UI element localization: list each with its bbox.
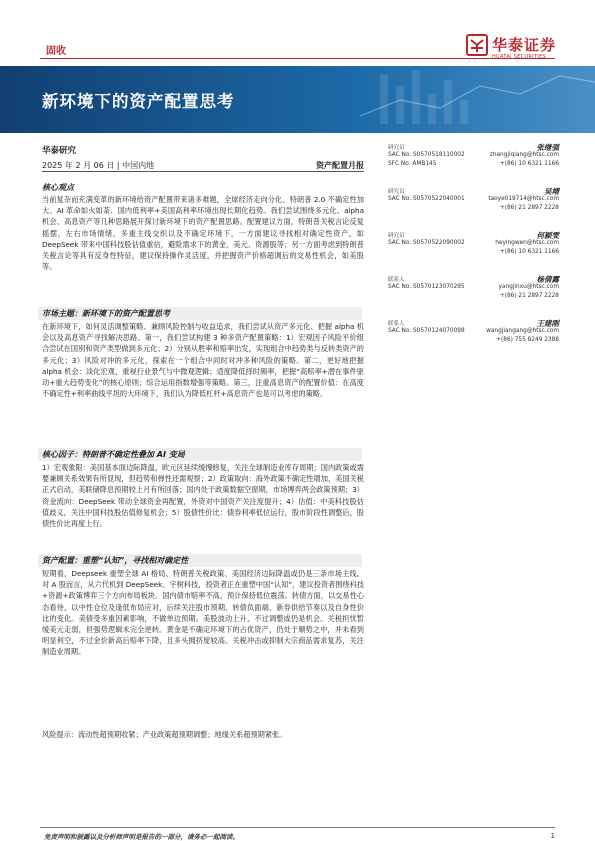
analyst-phone: +(86) 755 8249 2388 bbox=[496, 337, 559, 343]
analyst-sac-number: SAC No. S0570123070295 bbox=[388, 284, 465, 290]
section-body-core-factors: 1）宏观象限：美国基本面边际降温，欧元区延续缓慢修复，关注全球制造业库存周期；国内政策或需要兼顾关系效果有所显现，但趋势和弹性还需观察；2）政策取向：海外政策不确定性增加，美国关税正式启动，美联储降息预期较上月有所回落；国内处于政策数据空窗期，市场博弈两会政策预期；3）资金流向：DeepSeek 带动全球资金再配置，外资对中国资产关注度提升；4）估值：中美科技股估值歧义，关注中国科技股估值修复机会；5）股债性价比：债券利率低位运行，股市阶段性调整后，股债性价比再度上行。 bbox=[42, 463, 364, 529]
report-region: 中国内地 bbox=[122, 161, 155, 170]
report-meta-row bbox=[42, 158, 364, 172]
analyst-card bbox=[388, 231, 559, 275]
report-date: 2025 年 2 月 06 日 bbox=[42, 161, 115, 170]
analyst-name: 杨倩露 bbox=[536, 275, 559, 284]
analyst-sac-number: SAC No. S0570124070098 bbox=[388, 328, 465, 334]
analyst-card bbox=[388, 143, 559, 187]
analyst-role: 研究员 bbox=[388, 189, 405, 195]
analyst-email[interactable]: yangjinxu@htsc.com bbox=[498, 284, 559, 290]
page-number: 1 bbox=[550, 832, 555, 840]
title-banner bbox=[0, 66, 595, 133]
analyst-role: 研究员 bbox=[388, 233, 405, 239]
section-title-core-views: 核心观点 bbox=[42, 183, 74, 192]
header-divider bbox=[40, 58, 555, 59]
report-category: 固收 bbox=[46, 46, 66, 57]
footer-divider bbox=[40, 827, 555, 828]
analyst-card bbox=[388, 319, 559, 363]
analyst-panel bbox=[388, 143, 559, 363]
huatai-logo-icon bbox=[466, 34, 488, 56]
section-body-market-theme: 在新环境下，如何灵活调整策略、兼顾风险控制与收益追求，我们尝试从资产多元化、把握 alpha 机会以及高息资产寻找解决思路。第一，我们尝试构建 3 种多资产配置策略：1）宏观因子风险平价组合尝试在国别和资产类型做到多元化；2）分别从胜率和赔率出发，实现组合中趋势类与反转类资产的多元化；3）风险对冲的多元化，探索在一个组合中同时对冲多种风险的策略。第二，更好地把握 alpha 机会：淡化宏观，重视行业景气与中微观逻辑；适度降低择时频率，把握“高赔率+潜在事件驱动+重大趋势变化”的核心原则；综合运用指数增强等策略。第三，注重高息资产的配置价值：在高度不确定性+利率曲线平坦的大环境下，我们认为降低杠杆+高息资产也是可以考虑的策略。 bbox=[42, 322, 364, 399]
report-type: 资产配置月报 bbox=[316, 161, 364, 170]
analyst-sac-number: SAC No. S0570522090002 bbox=[388, 240, 465, 246]
analyst-role: 研究员 bbox=[388, 145, 405, 151]
analyst-name: 吴靖 bbox=[544, 187, 559, 196]
analyst-name: 王建刚 bbox=[536, 319, 559, 328]
analyst-email[interactable]: wangjiangang@htsc.com bbox=[486, 328, 559, 334]
logo-text-en: HUATAI SECURITIES bbox=[492, 54, 546, 60]
analyst-phone: +(86) 10 6321 1166 bbox=[499, 161, 559, 167]
risk-text: 流动性超预期收紧；产业政策超预期调整；地缘关系超预期紧张。 bbox=[77, 730, 287, 739]
analyst-card bbox=[388, 275, 559, 319]
research-brand: 华泰研究 bbox=[42, 146, 77, 156]
analyst-email[interactable]: zhangjiqiang@htsc.com bbox=[489, 152, 559, 158]
analyst-phone: +(86) 10 6321 1166 bbox=[499, 249, 559, 255]
section-title-market-theme: 市场主题：新环境下的资产配置思考 bbox=[38, 307, 362, 320]
analyst-email[interactable]: taoye019714@htsc.com bbox=[488, 196, 559, 202]
section-title-asset-allocation: 资产配置：重塑“认知”，寻找相对确定性 bbox=[38, 554, 362, 567]
report-title: 新环境下的资产配置思考 bbox=[42, 92, 235, 111]
section-title-core-factors: 核心因子：特朗普不确定性叠加 AI 变局 bbox=[38, 448, 362, 461]
analyst-name: 张继强 bbox=[536, 143, 559, 152]
report-date-region: 2025 年 2 月 06 日 | 中国内地 bbox=[42, 161, 155, 170]
section-body-core-views: 当前复杂而充满变革的新环境给资产配置带来诸多难题，全球经济走向分化、特朗普 2.0 不确定性加大、AI 革命如火如荼、国内低利率+美国高利率环境出现长期化趋势。我们尝试围绕多元化、alpha 机会、高息资产等几种思路展开探讨新环境下的资产配置思路。配置建议方面，特朗普关税言论反复摇摆，左右市场情绪，多重主线交织以及不确定环境下，一方面建议寻找相对确定性资产，如 DeepSeek 带来中国科技股估值重估，避险需求下的黄金、美元、资源股等；另一方面考虑到特朗普关税言论等具有反身性特征，建议保持操作灵活度，并把握资产价格超调后的交易性机会，如美股等。 bbox=[42, 195, 364, 272]
analyst-sac-number: SAC No. S0570518110002 bbox=[388, 152, 465, 158]
company-logo bbox=[466, 34, 566, 64]
risk-label: 风险提示： bbox=[42, 730, 78, 739]
analyst-role: 联系人 bbox=[388, 277, 405, 283]
analyst-phone: +(86) 21 2897 2228 bbox=[499, 293, 559, 299]
analyst-phone: +(86) 21 2897 2228 bbox=[499, 205, 559, 211]
footer-disclaimer: 免责声明和披露以及分析师声明是报告的一部分，请务必一起阅读。 bbox=[44, 833, 239, 841]
analyst-card bbox=[388, 187, 559, 231]
section-body-asset-allocation: 短期看，Deepseek 重塑全球 AI 格局、特朗普关税政策、美国经济边际降温或仍是三条市场主线。对 A 股而言，从六代机到 DeepSeek、宇树科技，投资者正在重塑中国“认知”，建议投资者围绕科技+资源+政策博弈三个方向布局板块。国内债市赔率不高，预计保持低位震荡。转债方面，以交易性心态看待，以中性仓位及逢低布局应对，后续关注股市预期、转债负面端、新券供给节奏以及自身性价比的变化。美债受多重因素影响，不做单边预期。美股波动上升，不过调整或仍是机会。关税担忧暂缓美元走弱，但强势逻辑未完全逆转。黄金是不确定环境下的占优资产，仍处于顺势之中，并未看到明显利空，不过金价新高后赔率下降，且多头拥挤度较高。关税冲击或抑制大宗商品需求复苏，关注制造业周期。 bbox=[42, 569, 364, 657]
analyst-email[interactable]: heyingwen@htsc.com bbox=[495, 240, 559, 246]
analyst-sfc-number: SFC No. AMB145 bbox=[388, 161, 437, 167]
logo-text-cn: 华泰证券 bbox=[492, 36, 557, 54]
analyst-role: 联系人 bbox=[388, 321, 405, 327]
analyst-sac-number: SAC No. S0570522040001 bbox=[388, 196, 465, 202]
analyst-name: 何颖雯 bbox=[536, 231, 559, 240]
risk-warning bbox=[42, 730, 402, 740]
